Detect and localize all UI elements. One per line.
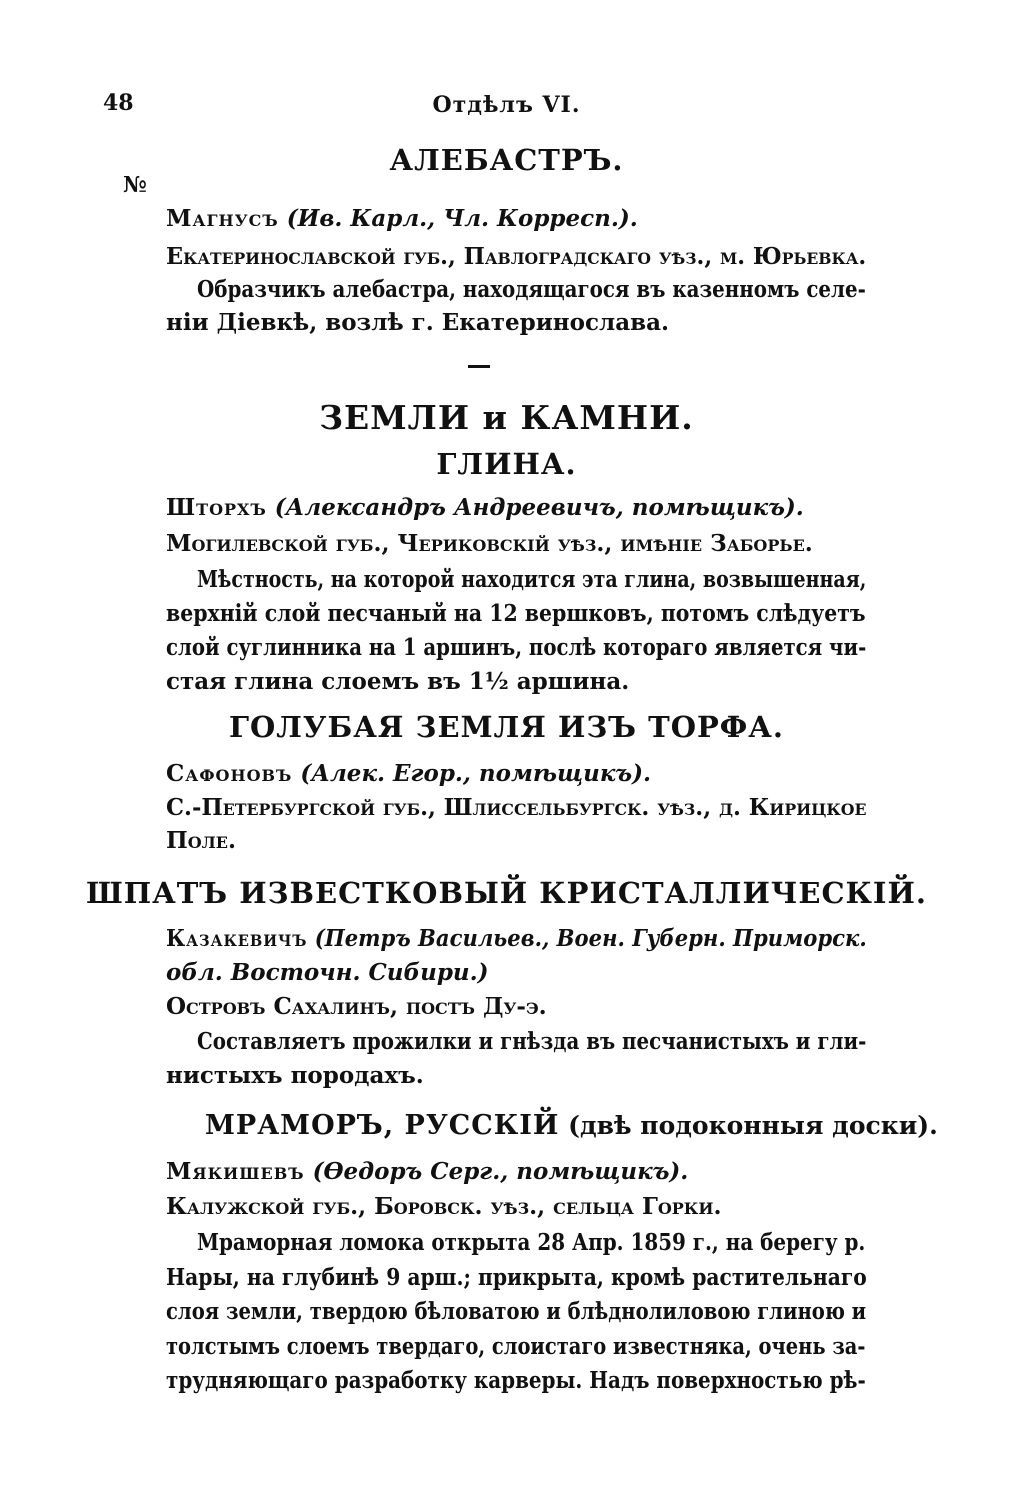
numero-sign: № [123,172,147,198]
section-divider [468,365,490,368]
exhibitor-title: (Өедоръ Серг., помѣщикъ). [312,1158,689,1185]
description-line: слой суглинника на 1 аршинъ, послѣ котораго является чи- [166,634,867,661]
description-line: верхній слой песчаный на 12 вершковъ, потомъ слѣдуетъ [166,600,866,627]
description-line: толстымъ слоемъ твердаго, слоистаго известняка, очень за- [166,1333,866,1360]
location-line: Калужской губ., Боровск. уѣз., сельца Горки. [166,1193,722,1220]
location-line: Могилевской губ., Чериковскій уѣз., имѣніе Заборье. [166,530,813,557]
exhibitor-name: Магнусъ [166,205,279,232]
subsection-heading-clay: ГЛИНА. [436,447,577,481]
description-line: трудняющаго разработку карверы. Надъ поверхностью рѣ- [166,1367,866,1394]
description-line: Нары, на глубинѣ 9 арш.; прикрыта, кромѣ растительнаго [166,1264,867,1291]
location-line: С.-Петербургской губ., Шлиссельбургск. уѣз., д. Кирицкое [166,794,867,821]
subsection-heading-blue-earth: ГОЛУБАЯ ЗЕМЛЯ ИЗЪ ТОРФА. [229,710,784,744]
exhibitor-title: обл. Восточн. Сибири.) [166,959,489,986]
section-heading-earths: ЗЕМЛИ и КАМНИ. [319,398,694,437]
location-line: Островъ Сахалинъ, постъ Ду-э. [166,993,547,1020]
location-line: Поле. [166,827,237,854]
marble-heading: МРАМОРЪ, РУССКІЙ [205,1110,560,1141]
exhibitor-name: Казакевичъ [166,925,308,952]
description-line: Мѣстность, на которой находится эта глина, возвышенная, [197,566,867,593]
subsection-heading-marble [205,1110,938,1141]
description-line: слоя земли, твердою бѣловатою и блѣднолиловою глиною и [166,1298,867,1325]
description-line: ніи Діевкѣ, возлѣ г. Екатеринослава. [166,309,670,336]
running-head: Отдѣлъ VI. [432,92,581,118]
description-line: Мраморная ломока открыта 28 Апр. 1859 г., на берегу р. [197,1229,866,1256]
subsection-heading-spar: ШПАТЪ ИЗВЕСТКОВЫЙ КРИСТАЛЛИЧЕСКІЙ. [86,876,927,910]
location-line: Екатеринославской губ., Павлоградскаго уѣз., м. Юрьевка. [166,243,867,270]
exhibitor-title: (Александръ Андреевичъ, помѣщикъ). [274,494,804,521]
exhibitor-line [166,494,804,521]
exhibitor-title: (Алек. Егор., помѣщикъ). [300,760,651,787]
exhibitor-title: (Ив. Карл., Чл. Корресп.). [286,205,638,232]
description-line: Составляетъ прожилки и гнѣзда въ песчанистыхъ и гли- [197,1028,867,1055]
marble-heading-note: (двѣ подоконныя доски). [568,1111,938,1140]
exhibitor-title-continuation [166,959,489,986]
exhibitor-name: Шторхъ [166,494,267,521]
exhibitor-name: Сафоновъ [166,760,293,787]
section-heading-alabaster: АЛЕБАСТРЪ. [389,143,624,177]
exhibitor-title: (Петръ Васильев., Воен. Губерн. Приморск. [314,925,867,952]
exhibitor-line [166,1158,688,1185]
description-line: стая глина слоемъ въ 1½ аршина. [166,668,630,695]
description-line: Образчикъ алебастра, находящагося въ казенномъ селе- [197,276,866,303]
exhibitor-line [166,205,638,232]
exhibitor-line [166,760,651,787]
page-number: 48 [103,90,134,116]
description-line: нистыхъ породахъ. [166,1062,424,1089]
exhibitor-line [166,925,867,952]
exhibitor-name: Мякишевъ [166,1158,305,1185]
